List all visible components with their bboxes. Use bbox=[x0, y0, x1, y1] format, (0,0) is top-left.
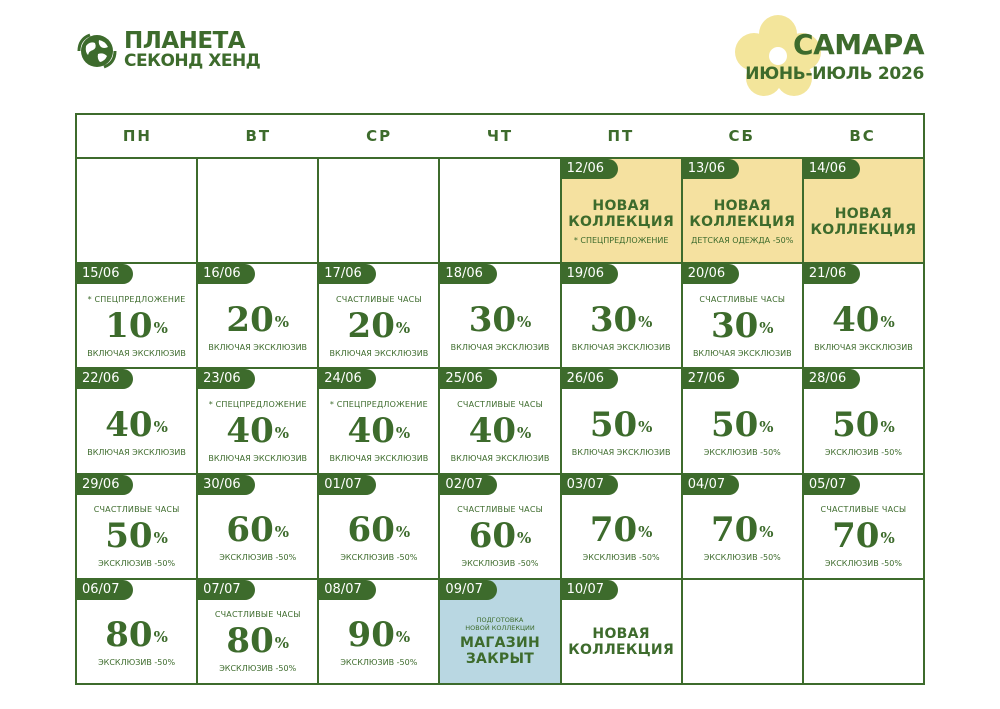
percent-sign: % bbox=[517, 423, 532, 442]
day-content bbox=[804, 286, 923, 367]
date-tag: 29/06 bbox=[77, 475, 133, 495]
day-cell bbox=[804, 159, 923, 262]
date-tag: 30/06 bbox=[198, 475, 254, 495]
discount-value bbox=[226, 622, 289, 660]
day-content bbox=[319, 497, 438, 578]
discount-number: 70 bbox=[832, 516, 880, 557]
top-note: СЧАСТЛИВЫЕ ЧАСЫ bbox=[820, 505, 907, 515]
day-content bbox=[319, 391, 438, 472]
day-content bbox=[319, 602, 438, 683]
date-tag: 16/06 bbox=[198, 264, 254, 284]
empty-cell bbox=[198, 159, 317, 262]
discount-value bbox=[348, 307, 411, 345]
day-cell bbox=[683, 369, 802, 472]
percent-sign: % bbox=[880, 312, 895, 331]
day-content bbox=[198, 391, 317, 472]
discount-number: 30 bbox=[468, 299, 517, 340]
bottom-note: ВКЛЮЧАЯ ЭКСКЛЮЗИВ bbox=[329, 453, 429, 463]
discount-number: 60 bbox=[226, 510, 274, 551]
day-cell bbox=[198, 580, 317, 683]
top-note: СЧАСТЛИВЫЕ ЧАСЫ bbox=[214, 610, 301, 620]
day-content bbox=[198, 286, 317, 367]
percent-sign: % bbox=[153, 628, 168, 647]
discount-value bbox=[832, 517, 895, 555]
top-note: * СПЕЦПРЕДЛОЖЕНИЕ bbox=[87, 294, 186, 304]
day-content bbox=[683, 181, 802, 262]
discount-value bbox=[469, 301, 532, 339]
top-note: * СПЕЦПРЕДЛОЖЕНИЕ bbox=[208, 399, 307, 409]
percent-sign: % bbox=[880, 529, 895, 548]
day-content bbox=[562, 181, 681, 262]
day-cell bbox=[683, 475, 802, 578]
period-label: ИЮНЬ-ИЮЛЬ 2026 bbox=[745, 64, 924, 84]
bottom-note: ЭКСКЛЮЗИВ -50% bbox=[824, 447, 902, 457]
day-cell bbox=[77, 475, 196, 578]
day-cell bbox=[804, 475, 923, 578]
percent-sign: % bbox=[880, 417, 895, 436]
day-content bbox=[562, 286, 681, 367]
date-tag: 15/06 bbox=[77, 264, 133, 284]
bottom-note: ВКЛЮЧАЯ ЭКСКЛЮЗИВ bbox=[571, 447, 671, 457]
bottom-note: ВКЛЮЧАЯ ЭКСКЛЮЗИВ bbox=[450, 342, 550, 352]
day-content bbox=[319, 286, 438, 367]
weekday-header bbox=[77, 115, 923, 159]
discount-number: 40 bbox=[832, 299, 880, 340]
discount-number: 30 bbox=[589, 299, 638, 340]
day-cell bbox=[198, 369, 317, 472]
bottom-note: ЭКСКЛЮЗИВ -50% bbox=[340, 658, 418, 668]
bottom-note: ВКЛЮЧАЯ ЭКСКЛЮЗИВ bbox=[87, 348, 186, 358]
empty-cell bbox=[77, 159, 196, 262]
day-content bbox=[562, 602, 681, 683]
bottom-note: ВКЛЮЧАЯ ЭКСКЛЮЗИВ bbox=[450, 453, 550, 463]
bottom-note: ВКЛЮЧАЯ ЭКСКЛЮЗИВ bbox=[208, 453, 308, 463]
calendar-grid bbox=[77, 159, 923, 683]
percent-sign: % bbox=[274, 523, 289, 542]
day-label: НОВАЯ КОЛЛЕКЦИЯ bbox=[689, 197, 796, 230]
discount-value bbox=[711, 307, 774, 345]
percent-sign: % bbox=[395, 523, 411, 542]
discount-value bbox=[105, 517, 168, 555]
logo-subtitle: СЕКОНД ХЕНД bbox=[124, 51, 261, 71]
date-tag: 12/06 bbox=[562, 159, 618, 179]
date-tag: 03/07 bbox=[562, 475, 618, 495]
day-content bbox=[804, 181, 923, 262]
day-content bbox=[804, 391, 923, 472]
logo bbox=[76, 30, 260, 72]
top-note: СЧАСТЛИВЫЕ ЧАСЫ bbox=[699, 294, 786, 304]
day-cell bbox=[319, 264, 438, 367]
percent-sign: % bbox=[153, 417, 168, 436]
day-content bbox=[77, 602, 196, 683]
day-content bbox=[77, 391, 196, 472]
bottom-note: ВКЛЮЧАЯ ЭКСКЛЮЗИВ bbox=[208, 342, 308, 352]
discount-number: 80 bbox=[105, 615, 153, 656]
day-cell bbox=[440, 369, 559, 472]
day-cell bbox=[198, 264, 317, 367]
day-cell bbox=[440, 580, 559, 683]
discount-number: 70 bbox=[710, 510, 759, 551]
date-tag: 09/07 bbox=[440, 580, 496, 600]
percent-sign: % bbox=[274, 634, 289, 653]
date-tag: 18/06 bbox=[440, 264, 496, 284]
percent-sign: % bbox=[153, 318, 168, 337]
bottom-note: ЭКСКЛЮЗИВ -50% bbox=[98, 658, 176, 668]
discount-value bbox=[105, 307, 168, 345]
discount-number: 40 bbox=[105, 404, 153, 445]
discount-value bbox=[105, 616, 168, 654]
discount-number: 50 bbox=[832, 404, 880, 445]
weekday-label: ПН bbox=[122, 127, 152, 145]
date-tag: 27/06 bbox=[683, 369, 739, 389]
weekday-label: ЧТ bbox=[486, 127, 514, 145]
bottom-note: ЭКСКЛЮЗИВ -50% bbox=[582, 553, 660, 563]
discount-number: 60 bbox=[468, 516, 517, 557]
percent-sign: % bbox=[395, 628, 411, 647]
discount-value bbox=[590, 511, 653, 549]
day-cell bbox=[562, 159, 681, 262]
date-tag: 28/06 bbox=[804, 369, 860, 389]
day-content bbox=[562, 391, 681, 472]
day-cell bbox=[440, 475, 559, 578]
discount-value bbox=[105, 406, 168, 444]
weekday-label: ВС bbox=[849, 127, 876, 145]
day-cell bbox=[562, 369, 681, 472]
tiny-note: НОВОЙ КОЛЛЕКЦИИ bbox=[465, 623, 535, 632]
day-content bbox=[198, 602, 317, 683]
percent-sign: % bbox=[759, 318, 774, 337]
tiny-note: ПОДГОТОВКА bbox=[476, 616, 524, 625]
discount-number: 90 bbox=[347, 615, 395, 656]
discount-value bbox=[832, 301, 895, 339]
percent-sign: % bbox=[517, 312, 532, 331]
percent-sign: % bbox=[274, 312, 289, 331]
day-cell bbox=[683, 264, 802, 367]
date-tag: 04/07 bbox=[683, 475, 739, 495]
top-note: СЧАСТЛИВЫЕ ЧАСЫ bbox=[93, 505, 180, 515]
day-cell bbox=[319, 475, 438, 578]
bottom-note: ВКЛЮЧАЯ ЭКСКЛЮЗИВ bbox=[571, 342, 671, 352]
day-cell bbox=[198, 475, 317, 578]
percent-sign: % bbox=[759, 417, 774, 436]
discount-number: 20 bbox=[226, 299, 274, 340]
bottom-note: ЭКСКЛЮЗИВ -50% bbox=[340, 553, 418, 563]
bottom-note: ВКЛЮЧАЯ ЭКСКЛЮЗИВ bbox=[814, 342, 913, 352]
bottom-note: ВКЛЮЧАЯ ЭКСКЛЮЗИВ bbox=[329, 348, 429, 358]
day-content bbox=[683, 391, 802, 472]
day-cell bbox=[77, 369, 196, 472]
date-tag: 21/06 bbox=[804, 264, 860, 284]
bottom-note: ЭКСКЛЮЗИВ -50% bbox=[703, 553, 781, 563]
discount-value bbox=[348, 511, 411, 549]
discount-number: 50 bbox=[589, 404, 638, 445]
percent-sign: % bbox=[759, 523, 774, 542]
discount-number: 10 bbox=[105, 305, 153, 346]
discount-value bbox=[711, 406, 774, 444]
discount-value bbox=[348, 412, 411, 450]
top-note: * СПЕЦПРЕДЛОЖЕНИЕ bbox=[329, 399, 428, 409]
day-label: НОВАЯ КОЛЛЕКЦИЯ bbox=[568, 197, 675, 230]
percent-sign: % bbox=[395, 318, 411, 337]
empty-cell bbox=[804, 580, 923, 683]
discount-value bbox=[226, 412, 289, 450]
city-period bbox=[745, 28, 924, 86]
day-cell bbox=[562, 475, 681, 578]
day-content bbox=[77, 286, 196, 367]
date-tag: 10/07 bbox=[562, 580, 618, 600]
day-cell bbox=[683, 159, 802, 262]
discount-number: 50 bbox=[710, 404, 759, 445]
bottom-note: ДЕТСКАЯ ОДЕЖДА -50% bbox=[691, 235, 794, 245]
discount-value bbox=[711, 511, 774, 549]
discount-number: 60 bbox=[347, 510, 395, 551]
day-cell bbox=[804, 264, 923, 367]
discount-value bbox=[590, 301, 653, 339]
date-tag: 26/06 bbox=[562, 369, 618, 389]
discount-value bbox=[469, 412, 532, 450]
percent-sign: % bbox=[395, 423, 411, 442]
day-cell bbox=[562, 580, 681, 683]
bottom-note: ВКЛЮЧАЯ ЭКСКЛЮЗИВ bbox=[87, 447, 186, 457]
day-cell bbox=[804, 369, 923, 472]
date-tag: 24/06 bbox=[319, 369, 375, 389]
weekday-label: СБ bbox=[728, 127, 755, 145]
discount-number: 40 bbox=[347, 410, 395, 451]
day-content bbox=[198, 497, 317, 578]
discount-value bbox=[348, 616, 411, 654]
bottom-note: ВКЛЮЧАЯ ЭКСКЛЮЗИВ bbox=[692, 348, 792, 358]
day-content bbox=[804, 497, 923, 578]
date-tag: 07/07 bbox=[198, 580, 254, 600]
day-cell bbox=[440, 264, 559, 367]
empty-cell bbox=[440, 159, 559, 262]
day-cell bbox=[562, 264, 681, 367]
calendar bbox=[75, 113, 925, 685]
date-tag: 06/07 bbox=[77, 580, 133, 600]
date-tag: 19/06 bbox=[562, 264, 618, 284]
logo-title: ПЛАНЕТА bbox=[124, 28, 246, 54]
discount-value bbox=[590, 406, 653, 444]
discount-number: 50 bbox=[105, 516, 153, 557]
date-tag: 05/07 bbox=[804, 475, 860, 495]
discount-value bbox=[226, 301, 289, 339]
day-label: МАГАЗИН ЗАКРЫТ bbox=[459, 635, 540, 668]
date-tag: 02/07 bbox=[440, 475, 496, 495]
day-content bbox=[440, 391, 559, 472]
city-name: САМАРА bbox=[793, 28, 924, 61]
date-tag: 25/06 bbox=[440, 369, 496, 389]
discount-number: 30 bbox=[710, 305, 759, 346]
date-tag: 17/06 bbox=[319, 264, 375, 284]
globe-recycle-icon bbox=[76, 30, 118, 72]
discount-number: 70 bbox=[589, 510, 638, 551]
bottom-note: ЭКСКЛЮЗИВ -50% bbox=[219, 664, 297, 674]
day-cell bbox=[77, 580, 196, 683]
date-tag: 08/07 bbox=[319, 580, 375, 600]
empty-cell bbox=[683, 580, 802, 683]
day-content bbox=[440, 497, 559, 578]
bottom-note: * СПЕЦПРЕДЛОЖЕНИЕ bbox=[573, 235, 669, 245]
weekday-label: СР bbox=[366, 127, 393, 145]
date-tag: 14/06 bbox=[804, 159, 860, 179]
day-content bbox=[440, 602, 559, 683]
day-cell bbox=[77, 264, 196, 367]
percent-sign: % bbox=[274, 423, 289, 442]
weekday-label: ПТ bbox=[607, 127, 635, 145]
discount-number: 40 bbox=[468, 410, 517, 451]
bottom-note: ЭКСКЛЮЗИВ -50% bbox=[703, 447, 781, 457]
weekday-label: ВТ bbox=[245, 127, 272, 145]
discount-value bbox=[469, 517, 532, 555]
day-content bbox=[562, 497, 681, 578]
percent-sign: % bbox=[517, 529, 532, 548]
percent-sign: % bbox=[638, 523, 653, 542]
top-note: СЧАСТЛИВЫЕ ЧАСЫ bbox=[335, 294, 422, 304]
empty-cell bbox=[319, 159, 438, 262]
day-label: НОВАЯ КОЛЛЕКЦИЯ bbox=[810, 205, 917, 238]
discount-number: 80 bbox=[226, 621, 274, 662]
bottom-note: ЭКСКЛЮЗИВ -50% bbox=[461, 559, 539, 569]
day-cell bbox=[319, 369, 438, 472]
bottom-note: ЭКСКЛЮЗИВ -50% bbox=[824, 559, 902, 569]
date-tag: 20/06 bbox=[683, 264, 739, 284]
discount-number: 20 bbox=[347, 305, 395, 346]
day-content bbox=[683, 286, 802, 367]
day-cell bbox=[319, 580, 438, 683]
day-content bbox=[440, 286, 559, 367]
date-tag: 13/06 bbox=[683, 159, 739, 179]
discount-number: 40 bbox=[226, 410, 274, 451]
bottom-note: ЭКСКЛЮЗИВ -50% bbox=[219, 553, 297, 563]
discount-value bbox=[832, 406, 895, 444]
day-content bbox=[77, 497, 196, 578]
discount-value bbox=[226, 511, 289, 549]
top-note: СЧАСТЛИВЫЕ ЧАСЫ bbox=[457, 399, 543, 409]
day-content bbox=[683, 497, 802, 578]
top-note: СЧАСТЛИВЫЕ ЧАСЫ bbox=[457, 505, 543, 515]
percent-sign: % bbox=[638, 312, 653, 331]
percent-sign: % bbox=[638, 417, 653, 436]
day-label: НОВАЯ КОЛЛЕКЦИЯ bbox=[568, 626, 675, 659]
date-tag: 01/07 bbox=[319, 475, 375, 495]
bottom-note: ЭКСКЛЮЗИВ -50% bbox=[98, 559, 176, 569]
percent-sign: % bbox=[153, 529, 168, 548]
date-tag: 23/06 bbox=[198, 369, 254, 389]
date-tag: 22/06 bbox=[77, 369, 133, 389]
